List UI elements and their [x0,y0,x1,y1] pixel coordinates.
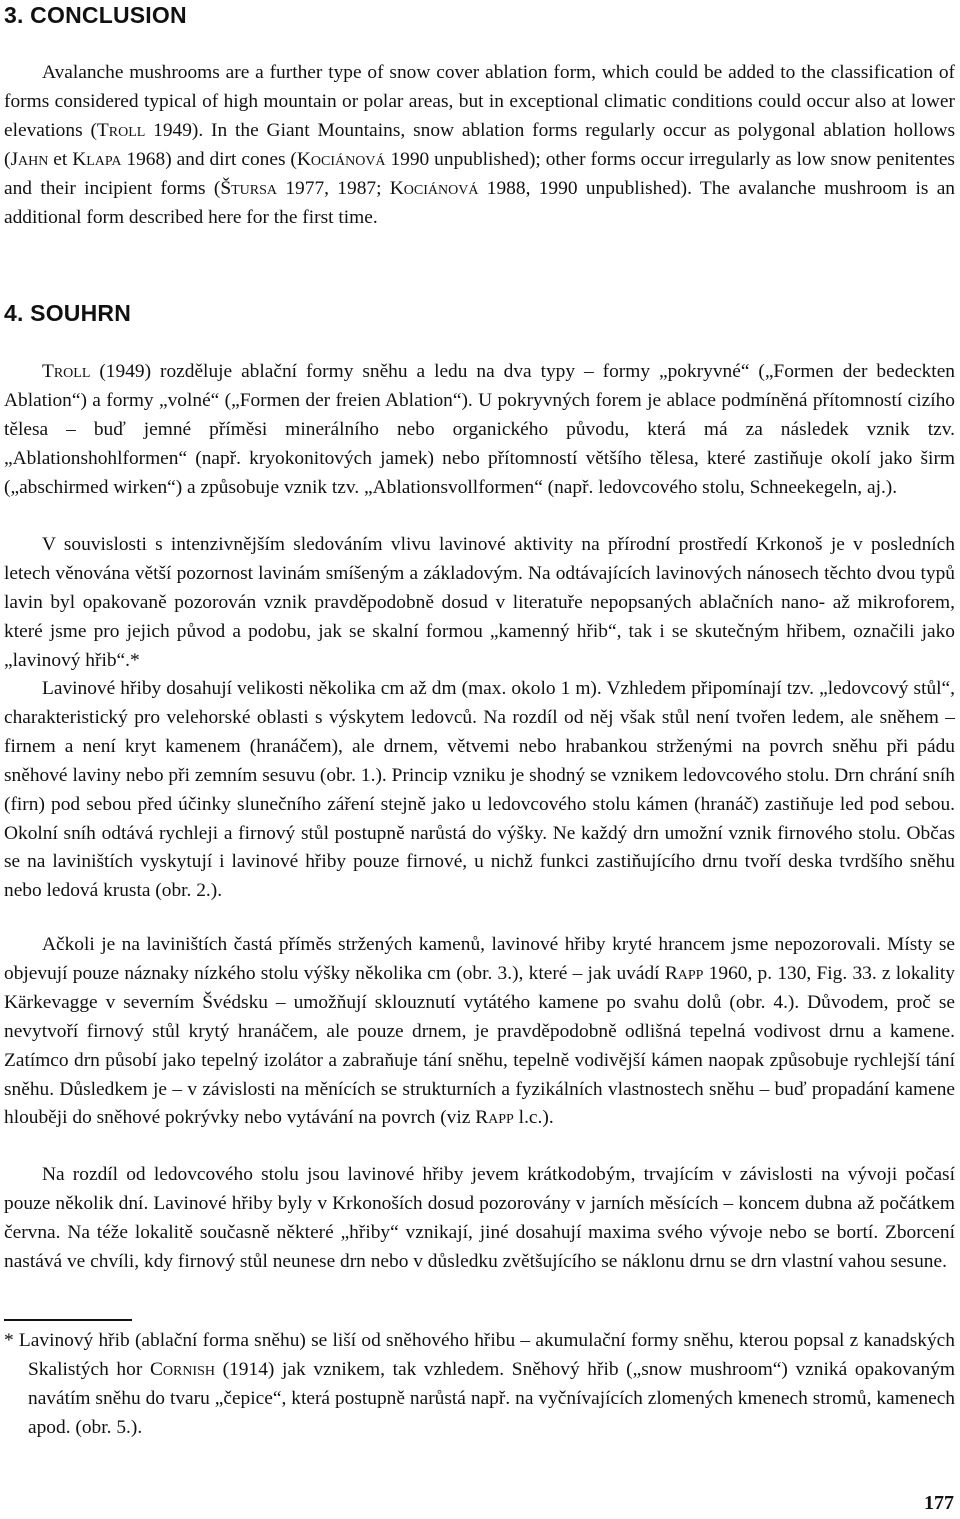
author-name: Troll [42,361,91,382]
souhrn-paragraph-2: V souvislosti s intenzivnějším sledováním vlivu lavinové aktivity na přírodní prostředí Krkonoš je v posledních letech věnována větší pozornost lavinám smíšeným a základovým. Na odtávajících lavinových nánosech těchto dvou typů lavin byl opakovaně pozorován vznik pravděpodobně dosud v literatuře nepopsaných ablačních nano- až mikroforem, které jsme pro jejich původ a podobu, jak se skalní formou „kamenný hřib“, tak i se skutečným hřibem, označili jako „lavinový hřib“.* [4,534,955,671]
author-name: Rapp [664,962,704,984]
text-run: l.c.). [513,1107,554,1129]
author-name: Kociánová [389,177,479,199]
text-run: 1949). In the Giant Mountains, snow ablation forms regularly occur as polygonal ablation hollows ( [4,119,956,170]
author-name: a [266,177,278,199]
text-run: (1949) rozděluje ablační formy sněhu a ledu na dva typy – formy „pokryvné“ („Formen der bedeckten Ablation“) a formy „volné“ („Formen der freien Ablation“). U pokryvných forem je ablace podmíněná přítomností cizího tělesa – buď jemné příměsi minerálního nebo organického původu, která má za následek vznik tzv. „Ablationshohlformen“ (např. kryokonitových jamek) nebo přítomností většího tělesa, které zastiňuje okolí jako širm („abschirmed wirken“) a způsobuje vznik tzv. „Ablationsvollformen“ (např. ledovcového stolu, Schneekegeln, aj.). [4,361,955,498]
conclusion-paragraph [4,59,955,232]
text-run: Ačkoli je na laviništích častá příměs stržených kamenů, lavinové hřiby kryté hrancem jsme nepozorovali. Místy se objevují pouze náznaky nízkého stolu výšky několika cm (obr. 3.), které – jak uvádí [4,934,955,984]
author-name: Jahn [10,148,49,170]
page-number: 177 [924,1492,954,1514]
text-run: 1960, p. 130, Fig. 33. z lokality Kärkevagge v severním Švédsku – umožňují sklouznutí vytátého kamene po svahu dolů (obr. 4.). Důvodem, proč se nevytvoří firnový stůl krytý hranáčem, ale pouze drnem, je pravděpodobně odlišná tepelná vodivost drnu a kamene. Zatímco drn působí jako tepelný izolátor a zabraňuje tání sněhu, tepelně vodivější kámen naopak způsobuje rychlejší tání sněhu. Důsledkem je – v závislosti na měnících se strukturních a fyzikálních vlastnostech sněhu – buď propadání kamene hlouběji do sněhové pokrývky nebo vytávání na povrch (viz [4,962,956,1129]
section-heading-conclusion: 3. CONCLUSION [4,2,187,28]
text-run: 1990 unpublished); other forms occur irregularly as low snow penitentes and their incipient forms ( [4,148,955,199]
text-run: (1914) jak vznikem, tak vzhledem. Sněhový hřib („snow mushroom“) vzniká opakovaným navátím sněhu do tvaru „čepice“, která postupně narůstá např. na vyčnívajících zlomených kmenech stromů, kamenech apod. (obr. 5.). [28,1358,955,1438]
text-run: 1968) and dirt cones ( [121,148,297,170]
footnote-separator [4,1319,132,1321]
text-run: 1977, 1987; [277,177,390,199]
text-run: et [48,148,73,170]
souhrn-paragraph-1 [4,358,955,503]
author-name: Šturs [220,177,267,199]
text-run: 1988, 1990 unpublished). The avalanche mushroom is an additional form described here for the first time. [4,177,955,228]
souhrn-paragraph-3: Lavinové hřiby dosahují velikosti několika cm až dm (max. okolo 1 m). Vzhledem připomínají tzv. „ledovcový stůl“, charakteristický pro velehorské oblasti s výskytem ledovců. Na rozdíl od něj však stůl není tvořen ledem, ale sněhem – firnem a není kryt kamenem (hranáčem), ale drnem, větvemi nebo hrabankou strženými na povrch sněhu při pádu sněhové laviny nebo při zemním sesuvu (obr. 1.). Princip vzniku je shodný se vznikem ledovcového stolu. Drn chrání sníh (firn) pod sebou před účinky slunečního záření stejně jako u ledovcového stolu kámen (hranáč) zastiňuje led pod sebou. Okolní sníh odtává rychleji a firnový stůl postupně narůstá do výšky. Ne každý drn umožní vznik firnového stolu. Občas se na laviništích vyskytují i lavinové hřiby pouze firnové, u nichž funkci zastiňujícího drnu tvoří deska tvrdšího sněhu nebo ledová krusta (obr. 2.). [4,678,955,902]
section-heading-souhrn: 4. SOUHRN [4,300,132,326]
author-name: Cornish [149,1358,215,1380]
author-name: Klapa [72,148,122,170]
footnote [4,1327,955,1443]
souhrn-paragraph-4 [4,931,955,1133]
author-name: Kociánová [296,148,386,170]
souhrn-paragraph-5: Na rozdíl od ledovcového stolu jsou lavinové hřiby jevem krátkodobým, trvajícím v závislosti na vývoji počasí pouze několik dní. Lavinové hřiby byly v Krkonoších dosud pozorovány v jarních měsících – koncem dubna až počátkem června. Na téže lokalitě současně některé „hřiby“ vznikají, jiné dosahují maxima svého vývoje nebo se bortí. Zborcení nastává ve chvíli, kdy firnový stůl neunese drn nebo v důsledku zvětšujícího se náklonu drnu se drn vlastní vahou sesune. [4,1164,955,1272]
text-run: * Lavinový hřib (ablační forma sněhu) se liší od sněhového hřibu – akumulační formy sněhu, kterou popsal z kanadských Skalistých hor [4,1330,955,1380]
text-run: Avalanche mushrooms are a further type of snow cover ablation form, which could be added to the classification of forms considered typical of high mountain or polar areas, but in exceptional climatic conditions could occur also at lower elevations ( [4,62,955,141]
author-name: Rapp [475,1107,514,1129]
author-name: Troll [96,119,146,141]
